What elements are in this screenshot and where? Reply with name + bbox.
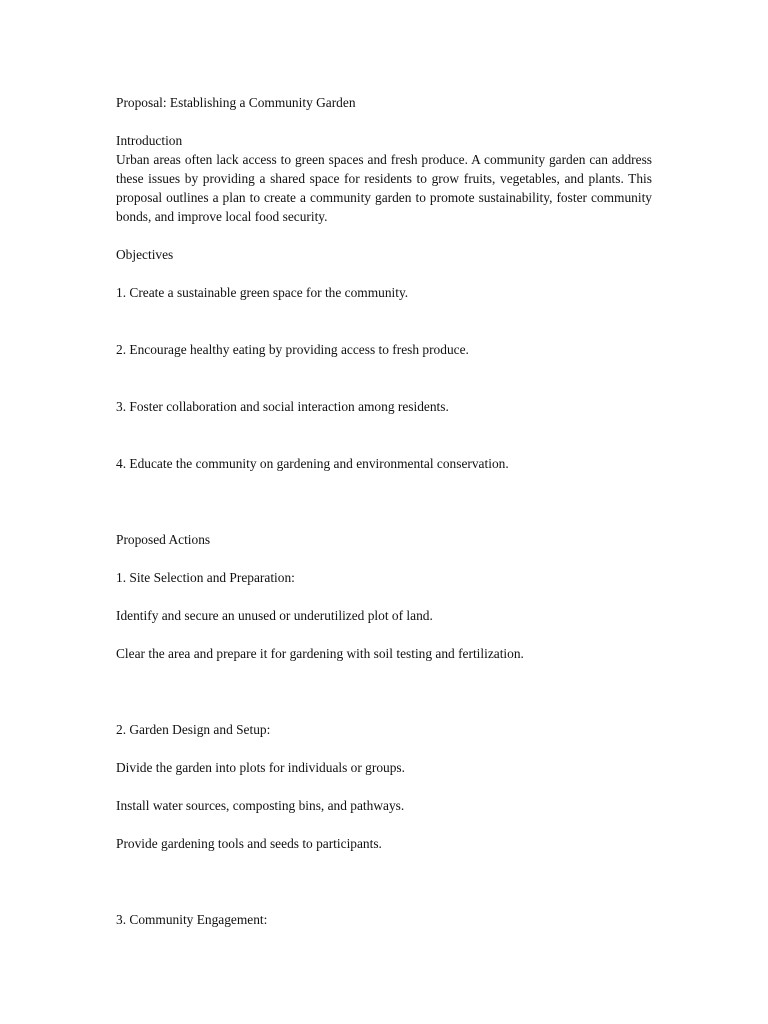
objective-item-3: 3. Foster collaboration and social interaction among residents. bbox=[116, 399, 449, 414]
objective-item-2: 2. Encourage healthy eating by providing access to fresh produce. bbox=[116, 342, 469, 357]
action-section-2-title: 2. Garden Design and Setup: bbox=[116, 722, 271, 737]
action-section-3-title: 3. Community Engagement: bbox=[116, 912, 268, 927]
action-section-1-item-1: Identify and secure an unused or underutilized plot of land. bbox=[116, 608, 433, 623]
action-section-2-item-3: Provide gardening tools and seeds to participants. bbox=[116, 836, 382, 851]
action-section-2-item-1: Divide the garden into plots for individuals or groups. bbox=[116, 760, 405, 775]
proposed-actions-heading: Proposed Actions bbox=[116, 532, 211, 547]
objectives-heading: Objectives bbox=[116, 247, 174, 262]
introduction-body: Urban areas often lack access to green spaces and fresh produce. A community garden can address these issues by providing a shared space for residents to grow fruits, vegetables, and plants. This proposal outlines a plan to create a community garden to promote sustainability, foster community bonds, and improve local food security. bbox=[116, 152, 652, 224]
document-title: Proposal: Establishing a Community Garden bbox=[116, 95, 356, 110]
objective-item-1: 1. Create a sustainable green space for the community. bbox=[116, 285, 409, 300]
action-section-2-item-2: Install water sources, composting bins, and pathways. bbox=[116, 798, 405, 813]
document-page bbox=[116, 93, 652, 929]
action-section-1-title: 1. Site Selection and Preparation: bbox=[116, 570, 295, 585]
action-section-1-item-2: Clear the area and prepare it for gardening with soil testing and fertilization. bbox=[116, 646, 524, 661]
introduction-heading: Introduction bbox=[116, 133, 183, 148]
objective-item-4: 4. Educate the community on gardening and environmental conservation. bbox=[116, 456, 509, 471]
